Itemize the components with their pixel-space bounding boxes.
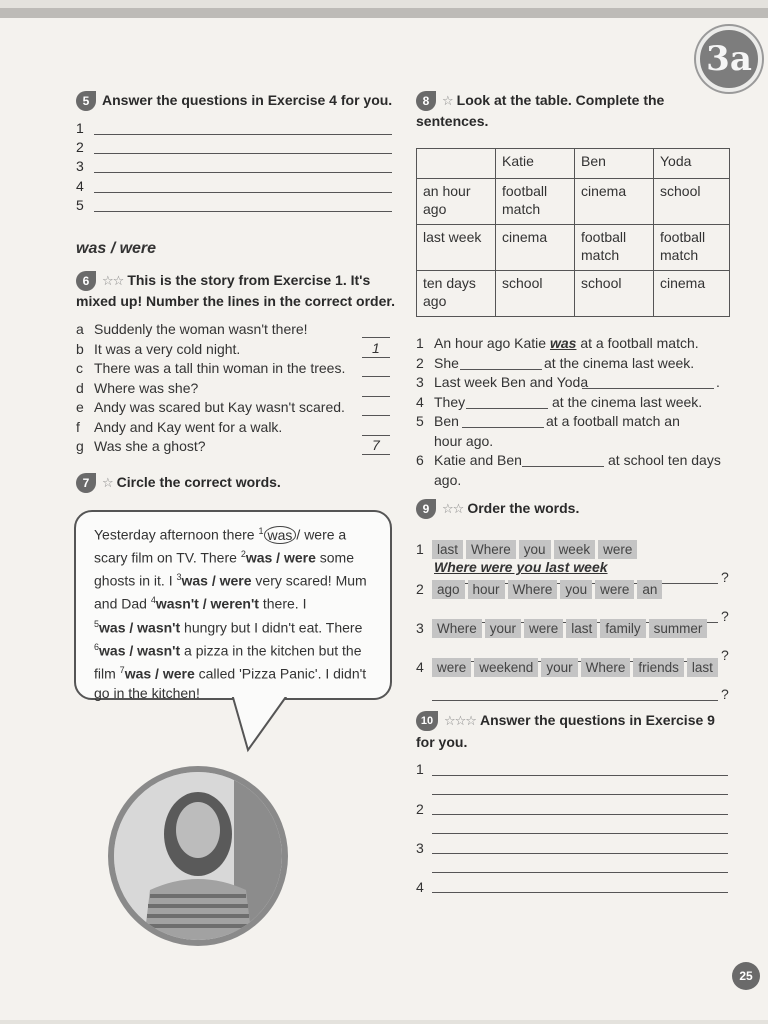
ex9-heading [416,498,579,519]
ex8-blank-6[interactable] [522,466,604,467]
word-chip[interactable]: were [598,540,637,559]
ex8-table [416,148,730,317]
ex6-item-d: d Where was she? [76,379,392,399]
ex9-answer-1: Where were you last week [434,559,608,575]
word-chip[interactable]: ago [432,580,465,599]
ex6-item-list [76,320,392,457]
ex8-difficulty-stars-icon: ☆ [442,93,453,109]
ex8-heading [416,90,664,111]
word-chip[interactable]: an [637,580,662,599]
word-chip[interactable]: Where [508,580,558,599]
table-cell: football match [496,179,575,225]
table-cell: cinema [496,225,575,271]
word-chip[interactable]: weekend [474,658,538,677]
ex5-num-2: 2 [76,139,84,155]
ex8-instruction-line2: sentences. [416,113,489,129]
word-chip[interactable]: hour [468,580,505,599]
table-cell: an hour ago [417,179,496,225]
ex9-number-badge: 9 [416,499,436,519]
ex9-num-3: 3 [416,620,424,636]
unit-badge: 3a [696,26,762,92]
ex8-instruction-line1: Look at the table. Complete the [456,92,665,108]
ex10-heading [416,710,715,731]
ex8-sentence-2: 2 She at the cinema last week. [416,354,695,371]
ex8-blank-2[interactable] [460,369,542,370]
ex10-number-badge: 10 [416,711,438,731]
ex6-item-f: f Andy and Kay went for a walk. [76,418,392,438]
ex5-num-4: 4 [76,178,84,194]
table-row [417,271,730,317]
table-header-row [417,149,730,179]
word-chip[interactable]: Where [581,658,631,677]
ex9-qmark-2: ? [721,608,729,624]
table-cell: school [654,179,730,225]
word-chip[interactable]: summer [649,619,708,638]
ex6-instruction-line1: This is the story from Exercise 1. It's [127,272,371,288]
ex8-number-badge: 8 [416,91,436,111]
ex9-qmark-3: ? [721,647,729,663]
ex6-item-a: a Suddenly the woman wasn't there! [76,320,392,340]
ex6-answer-b-value: 1 [372,339,380,356]
section-title: was / were [76,240,157,257]
option-5[interactable]: was / wasn't [99,619,181,636]
ex9-word-row-2 [432,580,665,599]
word-chip[interactable]: your [485,619,521,638]
ex8-sentences [416,334,736,490]
ex10-answer-line-4[interactable] [432,892,728,893]
ex8-example-answer: was [549,335,577,351]
table-header-cell: Katie [496,149,575,179]
ex5-heading [76,90,392,111]
word-chip[interactable]: were [524,619,563,638]
ex8-sentence-6: 6 Katie and Ben at school ten days [416,452,721,468]
table-cell: school [575,271,654,317]
option-7[interactable]: was / were [124,665,195,682]
ex6-answer-g-value: 7 [372,437,380,453]
table-cell: football match [575,225,654,271]
option-2[interactable]: was / were [245,549,316,566]
word-chip[interactable]: your [541,658,577,677]
ex10-num-2: 2 [416,801,424,817]
word-chip[interactable]: week [554,540,596,559]
word-chip[interactable]: last [566,619,597,638]
ex7-number-badge: 7 [76,473,96,493]
ex9-qmark-1: ? [721,569,729,585]
table-cell: school [496,271,575,317]
ex7-heading [76,472,281,493]
ex6-difficulty-stars-icon: ☆☆ [102,273,124,289]
ex10-num-1: 1 [416,761,424,777]
ex6-heading [76,270,370,291]
ex5-instruction: Answer the questions in Exercise 4 for you. [102,92,393,108]
table-cell: cinema [654,271,730,317]
word-chip[interactable]: were [432,658,471,677]
table-cell: ten days ago [417,271,496,317]
ex10-answer-line-3b[interactable] [432,872,728,873]
ex8-blank-5[interactable] [462,427,544,428]
workbook-page [0,8,768,1020]
table-cell: football match [654,225,730,271]
girl-photo [108,766,288,946]
ex9-num-1: 1 [416,541,424,557]
ex8-sentence-5-cont: hour ago. [434,432,494,449]
ex5-num-3: 3 [76,158,84,174]
ex10-num-4: 4 [416,879,424,895]
word-chip[interactable]: Where [466,540,516,559]
ex6-answer-e[interactable] [362,415,390,416]
top-band [0,8,768,18]
ex6-item-c: c There was a tall thin woman in the trees. [76,359,392,379]
speech-bubble [74,510,392,700]
ex9-qmark-4: ? [721,686,729,702]
word-chip[interactable]: Where [432,619,482,638]
ex10-instruction-line2: for you. [416,734,468,750]
ex9-answer-line-4[interactable] [432,700,718,701]
word-chip[interactable]: you [560,580,592,599]
ex5-answer-line-5[interactable] [94,211,392,212]
table-row [417,179,730,225]
ex10-answer-line-3a[interactable] [432,853,728,854]
table-header-cell: Ben [575,149,654,179]
ex10-answer-line-2a[interactable] [432,814,728,815]
ex9-word-row-4 [432,658,721,677]
ex5-num-5: 5 [76,197,84,213]
option-4[interactable]: wasn't / weren't [155,596,259,613]
table-row [417,225,730,271]
ex8-sentence-4: 4 They at the cinema last week. [416,393,703,410]
option-3[interactable]: was / were [181,572,252,589]
ex8-sentence-6-cont: ago. [434,471,462,488]
ex5-number-badge: 5 [76,91,96,111]
bubble-text: Yesterday afternoon there $^1$ was / were a scary film on TV. There $^2$was / were some ghosts in it. I $^3$was / were very scared! Mum and Dad $^4$wasn't / weren't there. I $^5$was / wasn't hungry but I didn't eat. There $^6$was / wasn't a pizza in the kitchen but the film $^7$was / were called 'Pizza Panic'. I didn't go in the kitchen! [94,526,367,702]
ex6-answer-c[interactable] [362,376,390,377]
ex6-item-e: e Andy was scared but Kay wasn't scared. [76,398,392,418]
ex9-word-row-3 [432,619,710,638]
table-header-cell [417,149,496,179]
ex6-item-b: b It was a very cold night. 1 [76,340,392,360]
ex8-sentence-5: 5 Ben at a football match an [416,413,680,429]
ex6-answer-d[interactable] [362,396,390,397]
word-chip[interactable]: were [595,580,634,599]
ex10-instruction-line1: Answer the questions in Exercise 9 [479,712,715,728]
word-chip[interactable]: last [432,540,463,559]
option-6[interactable]: was / wasn't [99,642,181,659]
ex10-answer-line-1b[interactable] [432,794,728,795]
ex10-answer-line-2b[interactable] [432,833,728,834]
table-cell: last week [417,225,496,271]
ex9-difficulty-stars-icon: ☆☆ [442,501,464,517]
ex8-sentence-1: 1 An hour ago Katie was at a football match. [416,335,699,351]
word-chip[interactable]: last [687,658,718,677]
ex5-answer-line-2[interactable] [94,153,392,154]
ex8-sentence-3: 3 Last week Ben and Yoda . [416,374,720,390]
ex7-instruction: Circle the correct words. [116,474,281,490]
ex9-instruction: Order the words. [467,500,580,516]
ex7-difficulty-stars-icon: ☆ [102,475,113,491]
word-chip[interactable]: family [600,619,645,638]
bubble-tail [230,692,300,754]
ex10-difficulty-stars-icon: ☆☆☆ [444,713,476,729]
circled-answer: was [264,526,297,544]
ex5-num-1: 1 [76,120,84,136]
ex8-blank-4[interactable] [466,408,548,409]
word-chip[interactable]: friends [633,658,684,677]
page-number: 25 [732,962,760,990]
ex10-answer-line-1a[interactable] [432,775,728,776]
ex10-num-3: 3 [416,840,424,856]
ex9-num-4: 4 [416,659,424,675]
ex6-instruction-line2: mixed up! Number the lines in the correct order. [76,293,395,309]
ex5-answer-line-4[interactable] [94,192,392,193]
ex5-answer-line-3[interactable] [94,172,392,173]
ex9-num-2: 2 [416,581,424,597]
ex6-number-badge: 6 [76,271,96,291]
ex5-answer-line-1[interactable] [94,134,392,135]
word-chip[interactable]: you [519,540,551,559]
ex6-item-g: g Was she a ghost? 7 [76,437,392,457]
table-header-cell: Yoda [654,149,730,179]
ex8-blank-3[interactable] [582,388,714,389]
ex9-word-row-1 [432,540,640,559]
table-cell: cinema [575,179,654,225]
